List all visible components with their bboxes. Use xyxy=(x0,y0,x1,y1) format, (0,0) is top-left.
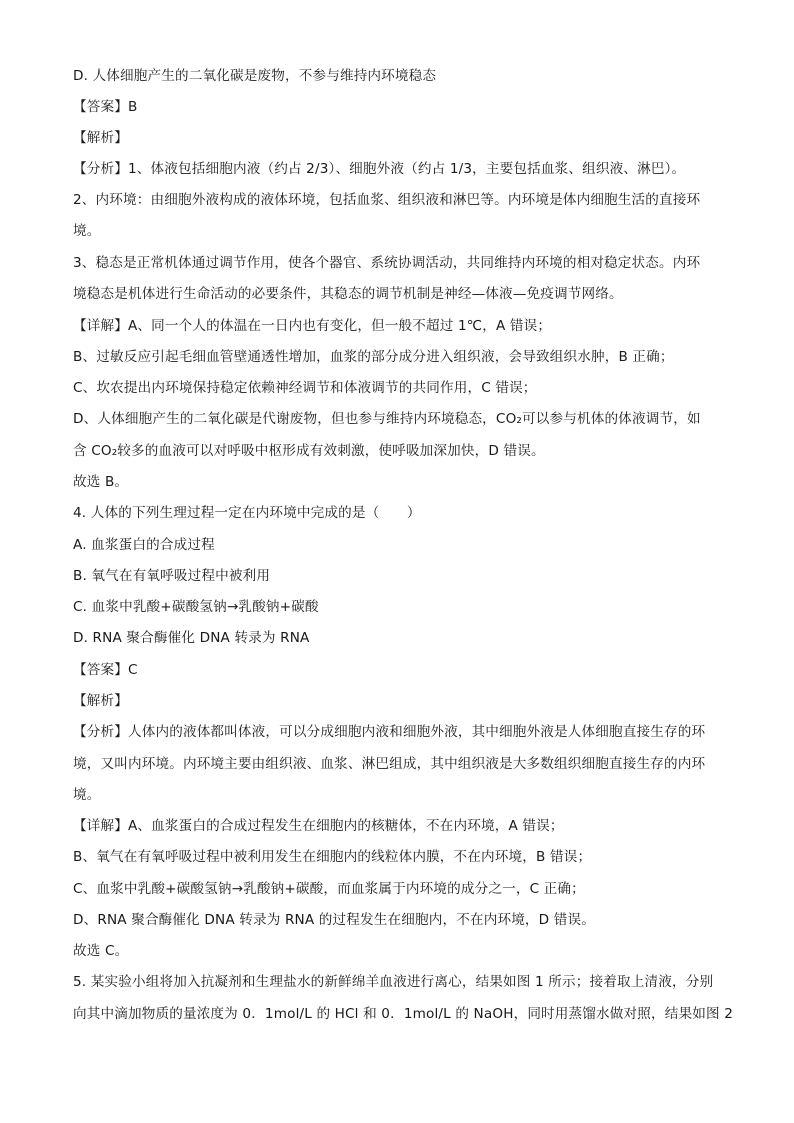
analysis-point-2-cont: 境。 xyxy=(73,223,101,239)
question-4-stem: 4. 人体的下列生理过程一定在内环境中完成的是（ ） xyxy=(73,505,421,521)
choice-q3: 故选 B。 xyxy=(73,474,129,490)
detail-a-q3: 【详解】A、同一个人的体温在一日内也有变化，但一般不超过 1℃，A 错误； xyxy=(73,318,552,334)
analysis-point-3: 3、稳态是正常机体通过调节作用，使各个器官、系统协调活动，共同维持内环境的相对稳定状态。内环 xyxy=(73,255,701,271)
option-d-q3: D. 人体细胞产生的二氧化碳是废物，不参与维持内环境稳态 xyxy=(73,68,437,84)
question-5-stem: 5. 某实验小组将加入抗凝剂和生理盐水的新鲜绵羊血液进行离心，结果如图 1 所示；接着取上清液，分别 xyxy=(73,974,714,990)
detail-c-q3: C、坎农提出内环境保持稳定依赖神经调节和体液调节的共同作用，C 错误； xyxy=(73,380,537,396)
detail-d-q3: D、人体细胞产生的二氧化碳是代谢废物，但也参与维持内环境稳态，CO₂可以参与机体的体液调节，如 xyxy=(73,411,701,427)
option-b-q4: B. 氧气在有氧呼吸过程中被利用 xyxy=(73,568,271,584)
analysis-q4: 【分析】人体内的液体都叫体液，可以分成细胞内液和细胞外液，其中细胞外液是人体细胞直接生存的环 xyxy=(73,724,706,740)
detail-c-q4: C、血浆中乳酸+碳酸氢钠→乳酸钠+碳酸，而血浆属于内环境的成分之一，C 正确； xyxy=(73,881,585,897)
option-a-q4: A. 血浆蛋白的合成过程 xyxy=(73,537,215,553)
analysis-point-3-cont: 境稳态是机体进行生命活动的必要条件，其稳态的调节机制是神经—体液—免疫调节网络。 xyxy=(73,286,623,302)
detail-d-q4: D、RNA 聚合酶催化 DNA 转录为 RNA 的过程发生在细胞内，不在内环境，D 错误。 xyxy=(73,912,595,928)
choice-q4: 故选 C。 xyxy=(73,943,129,959)
analysis-point-2: 2、内环境：由细胞外液构成的液体环境，包括血浆、组织液和淋巴等。内环境是体内细胞生活的直接环 xyxy=(73,192,701,208)
detail-b-q3: B、过敏反应引起毛细血管壁通透性增加，血浆的部分成分进入组织液，会导致组织水肿，B 正确； xyxy=(73,349,674,365)
analysis-q4-cont-2: 境。 xyxy=(73,787,101,803)
analysis-q4-cont-1: 境，又叫内环境。内环境主要由组织液、血浆、淋巴组成，其中组织液是大多数组织细胞直接生存的内环 xyxy=(73,756,706,772)
detail-d-q3-cont: 含 CO₂较多的血液可以对呼吸中枢形成有效刺激，使呼吸加深加快，D 错误。 xyxy=(73,443,545,459)
answer-label-q3: 【答案】B xyxy=(73,99,138,115)
analysis-label-q3: 【解析】 xyxy=(73,130,128,146)
question-5-stem-cont: 向其中滴加物质的量浓度为 0．1mol/L 的 HCl 和 0．1mol/L 的 NaOH，同时用蒸馏水做对照，结果如图 2 xyxy=(73,1006,733,1022)
detail-a-q4: 【详解】A、血浆蛋白的合成过程发生在细胞内的核糖体，不在内环境，A 错误； xyxy=(73,818,564,834)
analysis-point-1: 【分析】1、体液包括细胞内液（约占 2/3）、细胞外液（约占 1/3，主要包括血浆、组织液、淋巴）。 xyxy=(73,161,686,177)
answer-label-q4: 【答案】C xyxy=(73,662,138,678)
option-c-q4: C. 血浆中乳酸+碳酸氢钠→乳酸钠+碳酸 xyxy=(73,599,319,615)
detail-b-q4: B、氧气在有氧呼吸过程中被利用发生在细胞内的线粒体内膜，不在内环境，B 错误； xyxy=(73,849,592,865)
option-d-q4: D. RNA 聚合酶催化 DNA 转录为 RNA xyxy=(73,630,310,646)
analysis-label-q4: 【解析】 xyxy=(73,693,128,709)
